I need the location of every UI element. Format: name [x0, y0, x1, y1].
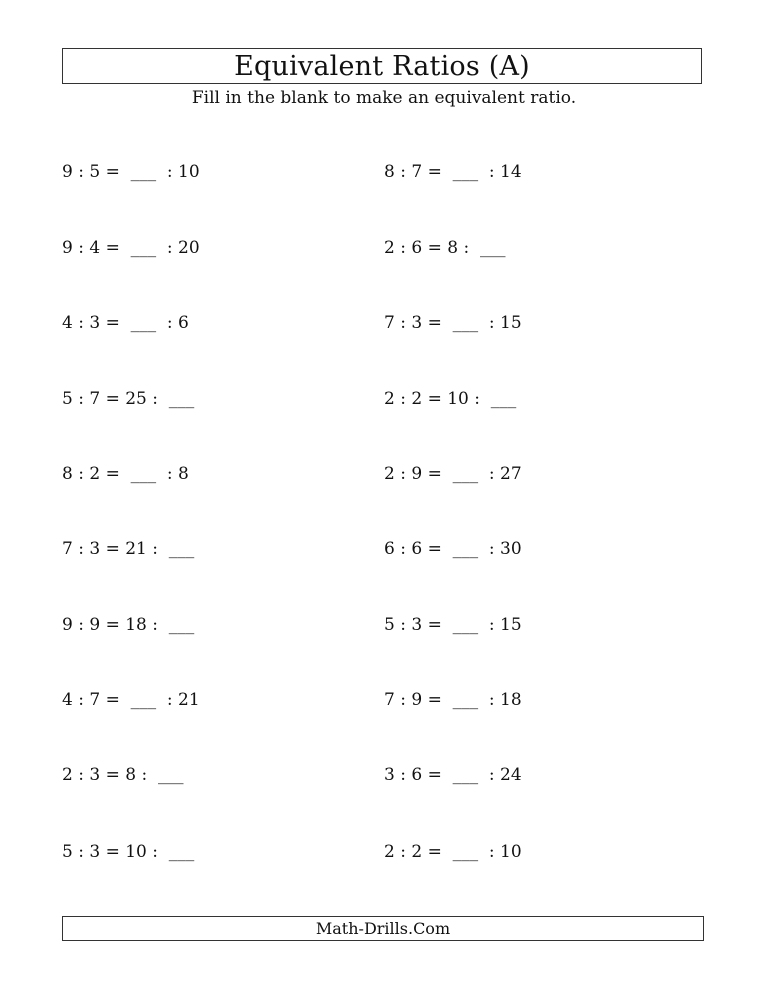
problem-left-8: 4 : 7 = ___ : 21 — [62, 690, 200, 710]
problem-right-7: 5 : 3 = ___ : 15 — [384, 615, 522, 635]
footer-box — [62, 916, 704, 941]
problem-right-5: 2 : 9 = ___ : 27 — [384, 464, 522, 484]
problem-left-3: 4 : 3 = ___ : 6 — [62, 313, 189, 333]
problem-right-10: 2 : 2 = ___ : 10 — [384, 842, 522, 862]
instructions: Fill in the blank to make an equivalent ratio. — [191, 88, 577, 108]
problem-left-2: 9 : 4 = ___ : 20 — [62, 238, 200, 258]
problem-right-9: 3 : 6 = ___ : 24 — [384, 765, 522, 785]
problem-left-4: 5 : 7 = 25 : ___ — [62, 389, 195, 409]
problem-left-6: 7 : 3 = 21 : ___ — [62, 539, 195, 559]
problem-right-4: 2 : 2 = 10 : ___ — [384, 389, 517, 409]
footer-site-name: Math-Drills.Com — [315, 918, 451, 938]
problem-left-9: 2 : 3 = 8 : ___ — [62, 765, 184, 785]
problem-right-2: 2 : 6 = 8 : ___ — [384, 238, 506, 258]
problem-left-5: 8 : 2 = ___ : 8 — [62, 464, 189, 484]
problem-right-1: 8 : 7 = ___ : 14 — [384, 162, 522, 182]
problem-right-6: 6 : 6 = ___ : 30 — [384, 539, 522, 559]
problem-left-1: 9 : 5 = ___ : 10 — [62, 162, 200, 182]
problem-right-3: 7 : 3 = ___ : 15 — [384, 313, 522, 333]
page-title: Equivalent Ratios (A) — [234, 50, 530, 82]
problem-right-8: 7 : 9 = ___ : 18 — [384, 690, 522, 710]
problem-left-7: 9 : 9 = 18 : ___ — [62, 615, 195, 635]
problem-left-10: 5 : 3 = 10 : ___ — [62, 842, 195, 862]
